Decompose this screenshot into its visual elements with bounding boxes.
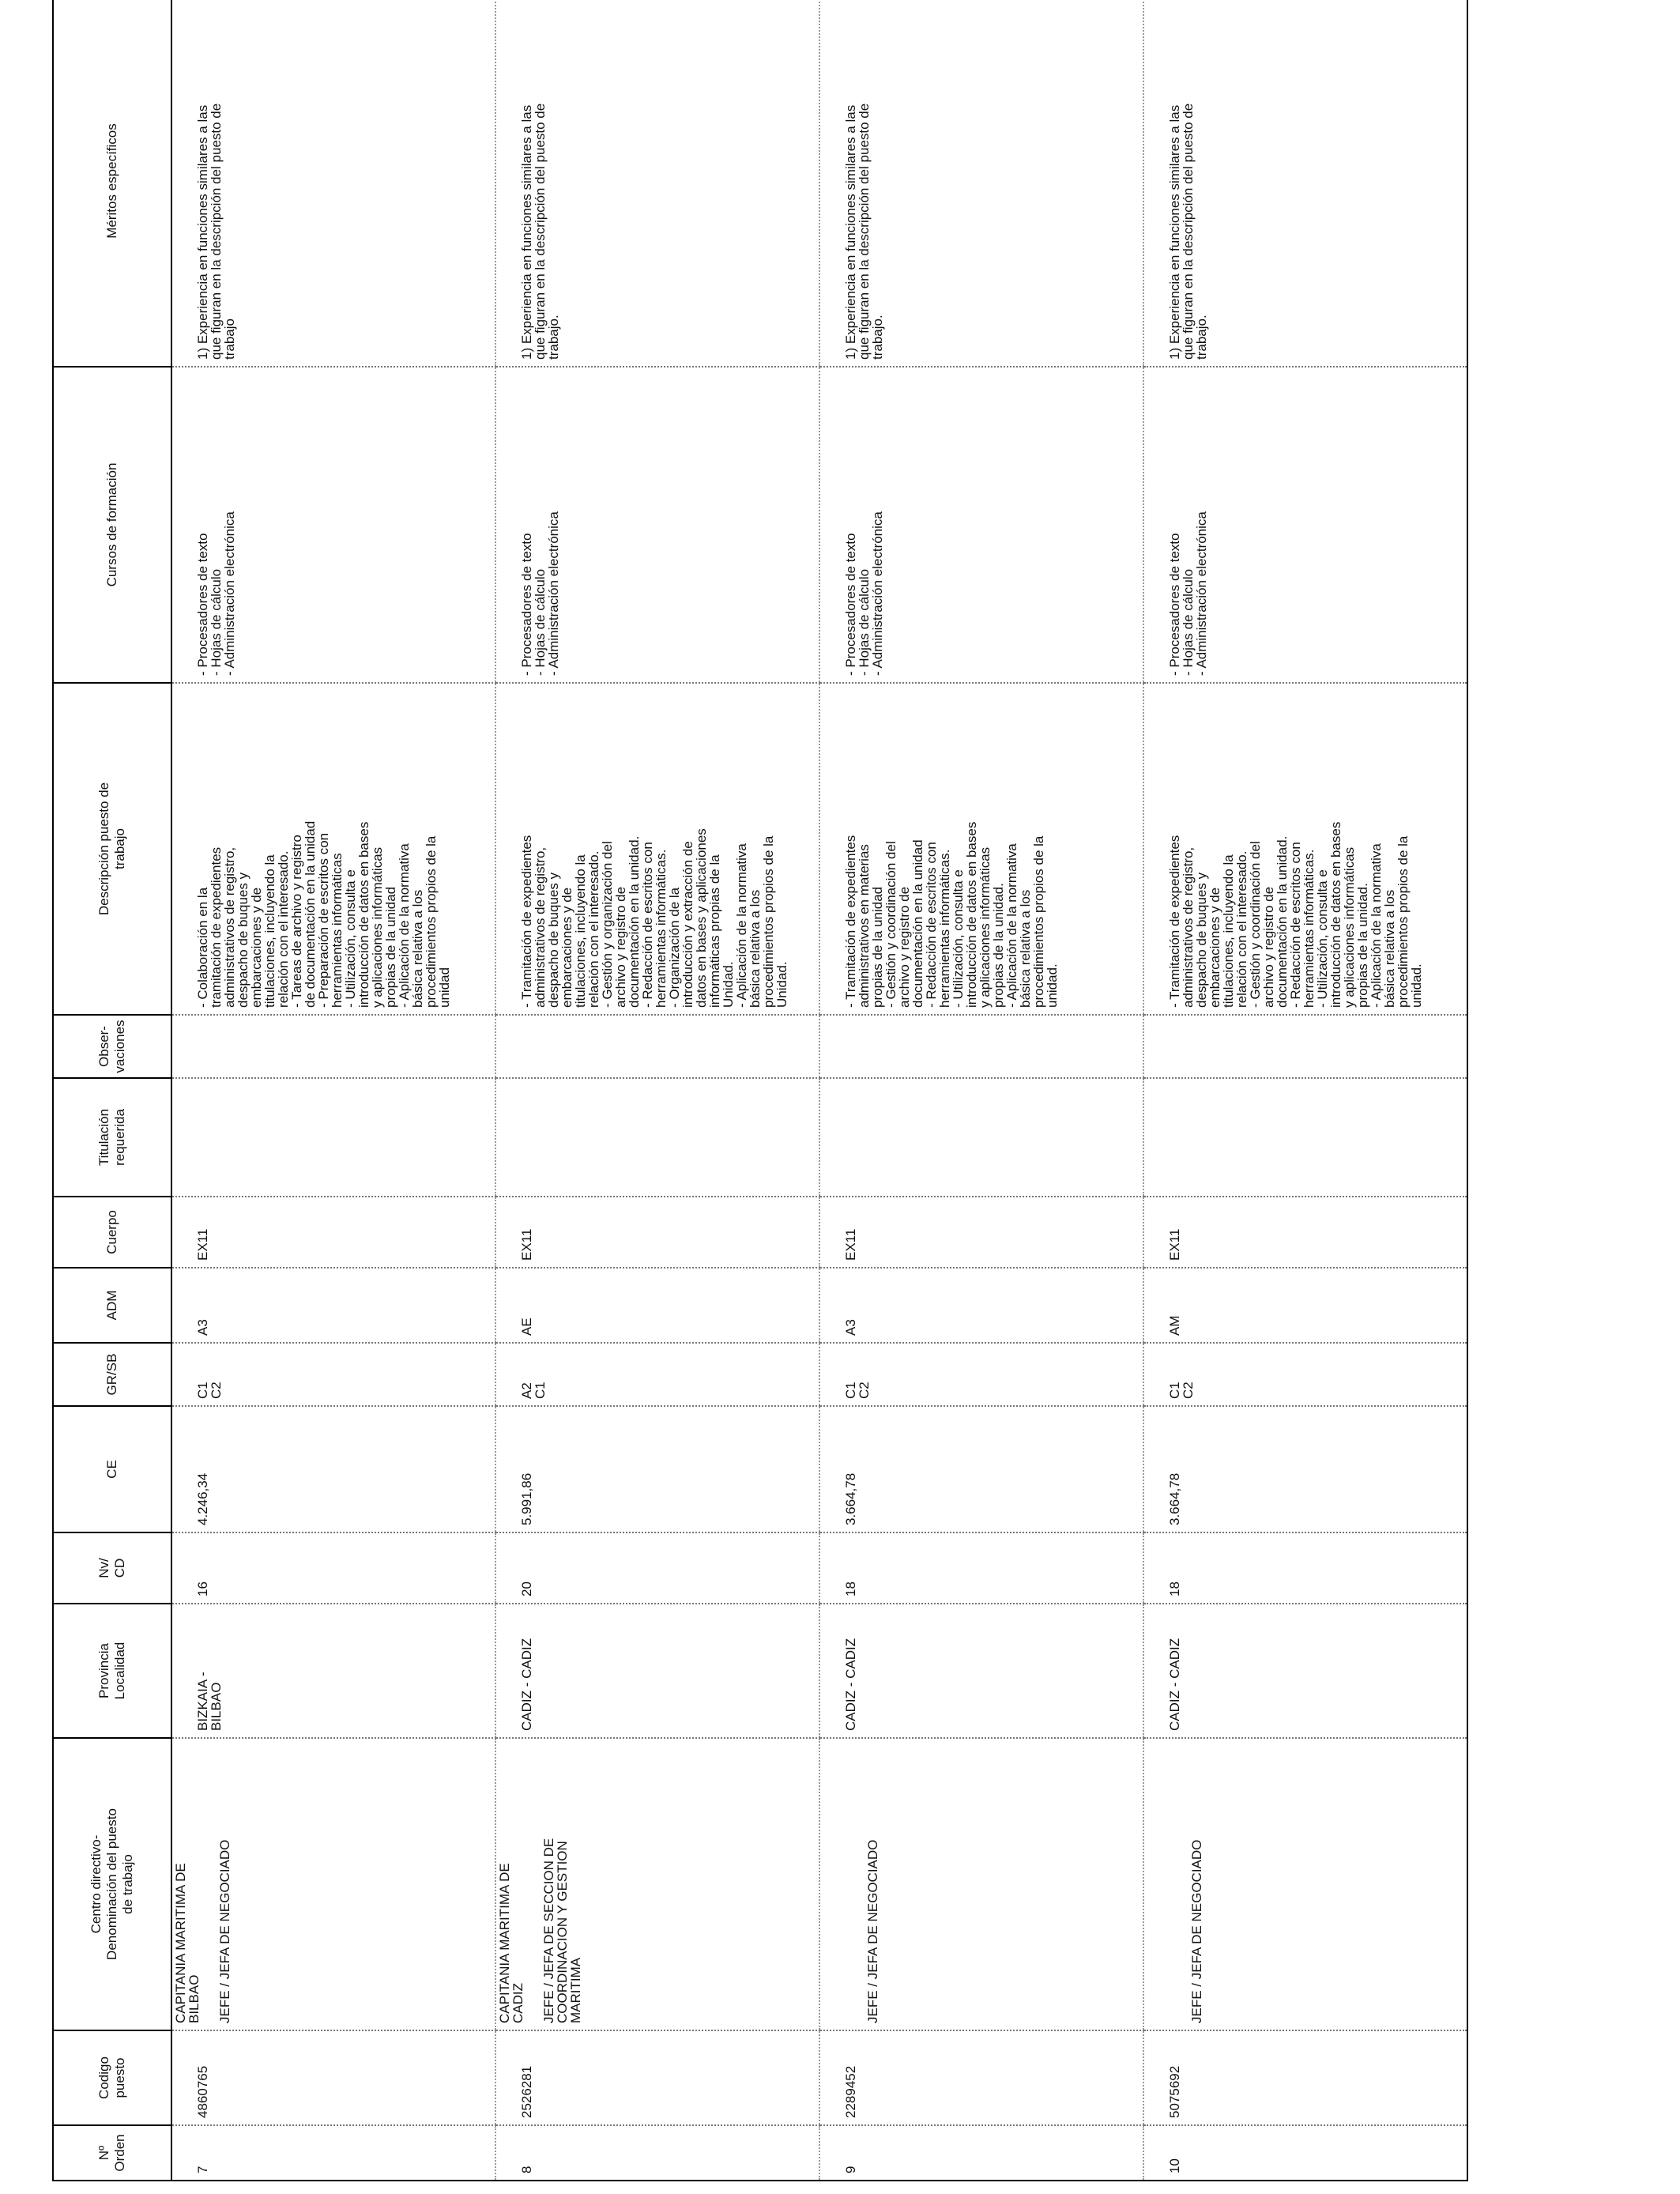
cell-provincia: CADIZ - CADIZ [495, 1604, 819, 1738]
cell-adm: AE [495, 1268, 819, 1343]
puesto-denominacion: JEFE / JEFA DE NEGOCIADO [217, 1839, 232, 2023]
cell-ce: 4.246,34 [171, 1406, 495, 1532]
cell-cuerpo: EX11 [1143, 1197, 1467, 1268]
cell-orden: 7 [171, 2125, 495, 2181]
cell-cursos: - Procesadores de texto - Hojas de cálculo - Administración electrónica [171, 367, 495, 683]
cell-adm: A3 [819, 1268, 1143, 1343]
cell-titulacion [495, 1078, 819, 1197]
cell-centro [1143, 1738, 1467, 2030]
puesto-denominacion: JEFE / JEFA DE SECCION DE COORDINACION Y GESTION MARITIMA [541, 1838, 583, 2023]
puesto-denominacion: JEFE / JEFA DE NEGOCIADO [1189, 1839, 1204, 2023]
header-provincia: Provincia Localidad [53, 1604, 171, 1738]
cell-codigo: 2289452 [819, 2030, 1143, 2125]
cell-meritos: 1) Experiencia en funciones similares a las que figuran en la descripción del puesto de trabajo. [819, 0, 1143, 367]
cell-meritos: 1) Experiencia en funciones similares a las que figuran en la descripción del puesto de trabajo. [1143, 0, 1467, 367]
centro-directivo [1146, 1745, 1190, 2023]
cell-orden: 10 [1143, 2125, 1467, 2181]
header-ce: CE [53, 1406, 171, 1532]
header-observaciones: Obser- vaciones [53, 1015, 171, 1078]
header-row [53, 0, 171, 2181]
table-row [819, 0, 1143, 2181]
header-cuerpo: Cuerpo [53, 1197, 171, 1268]
cell-centro [495, 1738, 819, 2030]
cell-centro [819, 1738, 1143, 2030]
cell-observaciones [819, 1015, 1143, 1078]
cell-cuerpo: EX11 [495, 1197, 819, 1268]
cell-cursos: - Procesadores de texto - Hojas de cálculo - Administración electrónica [819, 367, 1143, 683]
cell-nivel: 20 [495, 1532, 819, 1604]
header-nivel: Nv/ CD [53, 1532, 171, 1604]
table-row [171, 0, 495, 2181]
cell-ce: 5.991,86 [495, 1406, 819, 1532]
cell-grupo: C1 C2 [1143, 1343, 1467, 1406]
cell-adm: A3 [171, 1268, 495, 1343]
cell-meritos: 1) Experiencia en funciones similares a las que figuran en la descripción del puesto de trabajo [171, 0, 495, 367]
header-titulacion: Titulación requerida [53, 1078, 171, 1197]
cell-titulacion [819, 1078, 1143, 1197]
cell-cursos: - Procesadores de texto - Hojas de cálculo - Administración electrónica [495, 367, 819, 683]
cell-ce: 3.664,78 [1143, 1406, 1467, 1532]
cell-orden: 8 [495, 2125, 819, 2181]
cell-nivel: 18 [1143, 1532, 1467, 1604]
centro-directivo: CAPITANIA MARITIMA DE CADIZ [497, 1863, 525, 2023]
header-codigo: Codigo puesto [53, 2030, 171, 2125]
cell-descripcion: - Colaboración en la tramitación de expedientes administrativos de registro, despacho de buques y embarcaciones y de titulaciones, incluyendo la relación con el interesado. - Tareas de archivo y registro de documentación en la unidad - Preparación de escritos con herramientas informáticas - Utilización, consulta e introducción de datos en bases y aplicaciones informáticas propias de la unidad - Aplicación de la normativa básica relativa a los procedimientos propios de la unidad [171, 683, 495, 1015]
cell-codigo: 4860765 [171, 2030, 495, 2125]
cell-orden: 9 [819, 2125, 1143, 2181]
cell-observaciones [1143, 1015, 1467, 1078]
cell-titulacion [1143, 1078, 1467, 1197]
cell-ce: 3.664,78 [819, 1406, 1143, 1532]
cell-observaciones [171, 1015, 495, 1078]
header-centro: Centro directivo- Denominación del puesto de trabajo [53, 1738, 171, 2030]
cell-titulacion [171, 1078, 495, 1197]
job-positions-table [52, 0, 1468, 2181]
cell-provincia: CADIZ - CADIZ [1143, 1604, 1467, 1738]
cell-cuerpo: EX11 [819, 1197, 1143, 1268]
header-grupo: GR/SB [53, 1343, 171, 1406]
cell-nivel: 16 [171, 1532, 495, 1604]
cell-cursos: - Procesadores de texto - Hojas de cálculo - Administración electrónica [1143, 367, 1467, 683]
puesto-denominacion: JEFE / JEFA DE NEGOCIADO [865, 1839, 880, 2023]
cell-centro [171, 1738, 495, 2030]
cell-grupo: A2 C1 [495, 1343, 819, 1406]
cell-observaciones [495, 1015, 819, 1078]
cell-codigo: 5075692 [1143, 2030, 1467, 2125]
cell-grupo: C1 C2 [171, 1343, 495, 1406]
cell-meritos: 1) Experiencia en funciones similares a las que figuran en la descripción del puesto de trabajo. [495, 0, 819, 367]
header-cursos: Cursos de formación [53, 367, 171, 683]
cell-nivel: 18 [819, 1532, 1143, 1604]
cell-descripcion: - Tramitación de expedientes administrativos de registro, despacho de buques y embarcaciones y de titulaciones, incluyendo la relación con el interesado. - Gestión y organización del archivo y registro de documentación en la unidad. - Redacción de escritos con herramientas informáticas. - Organización de la introducción y extracción de datos en bases y aplicaciones informáticas propias de la Unidad. - Aplicación de la normativa básica relativa a los procedimientos propios de la Unidad. [495, 683, 819, 1015]
cell-codigo: 2526281 [495, 2030, 819, 2125]
cell-provincia: CADIZ - CADIZ [819, 1604, 1143, 1738]
header-adm: ADM [53, 1268, 171, 1343]
cell-provincia: BIZKAIA - BILBAO [171, 1604, 495, 1738]
table-row [1143, 0, 1467, 2181]
table-row [495, 0, 819, 2181]
centro-directivo: CAPITANIA MARITIMA DE BILBAO [173, 1863, 202, 2023]
header-descripcion: Descripción puesto de trabajo [53, 683, 171, 1015]
cell-grupo: C1 C2 [819, 1343, 1143, 1406]
cell-descripcion: - Tramitación de expedientes administrativos en materias propias de la unidad - Gestión y coordinación del archivo y registro de documentación en la unidad - Redacción de escritos con herramientas informáticas. - Utilización, consulta e introducción de datos en bases y aplicaciones informáticas propias de la unidad. - Aplicación de la normativa básica relativa a los procedimientos propios de la unidad. [819, 683, 1143, 1015]
centro-directivo [822, 1745, 866, 2023]
header-orden: Nº Orden [53, 2125, 171, 2181]
cell-descripcion: - Tramitación de expedientes administrativos de registro, despacho de buques y embarcaciones y de titulaciones, incluyendo la relación con el interesado. - Gestión y coordinación del archivo y registro de documentación en la unidad. - Redacción de escritos con herramientas informáticas. - Utilización, consulta e introducción de datos en bases y aplicaciones informáticas propias de la unidad. - Aplicación de la normativa básica relativa a los procedimientos propios de la unidad. [1143, 683, 1467, 1015]
cell-adm: AM [1143, 1268, 1467, 1343]
cell-cuerpo: EX11 [171, 1197, 495, 1268]
header-meritos: Méritos específicos [53, 0, 171, 367]
